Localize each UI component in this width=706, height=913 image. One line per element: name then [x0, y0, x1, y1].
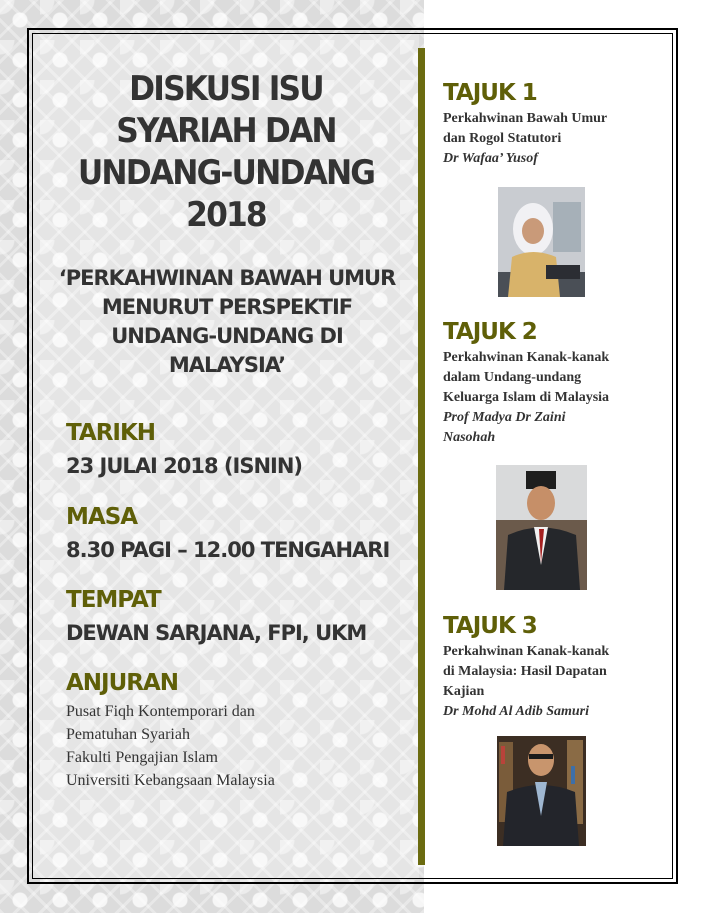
speaker-line: Dr Mohd Al Adib Samuri — [443, 704, 590, 719]
event-subtitle — [50, 264, 404, 380]
topic-2-speaker — [443, 408, 566, 448]
topic-2-title — [443, 348, 609, 408]
title-line: DISKUSI ISU — [129, 69, 323, 109]
speaker-2-photo — [496, 465, 587, 590]
time-label: MASA — [66, 504, 138, 530]
date-value: 23 JULAI 2018 (ISNIN) — [66, 454, 303, 478]
organizer-label: ANJURAN — [66, 670, 179, 696]
title-line: SYARIAH DAN — [116, 111, 336, 151]
topic-title-line: dalam Undang-undang — [443, 370, 582, 385]
venue-label: TEMPAT — [66, 587, 161, 613]
event-title — [73, 68, 378, 236]
title-line: 2018 — [186, 195, 266, 235]
speaker-line: Prof Madya Dr Zaini — [443, 410, 566, 425]
topic-title-line: di Malaysia: Hasil Dapatan — [443, 664, 607, 679]
topic-3-title — [443, 642, 609, 702]
topic-1-speaker — [443, 149, 538, 169]
organizer-line: Fakulti Pengajian Islam — [66, 749, 218, 766]
speaker-line: Dr Wafaa’ Yusof — [443, 151, 538, 166]
topic-1-label: TAJUK 1 — [443, 80, 537, 106]
topic-title-line: Perkahwinan Bawah Umur — [443, 111, 608, 126]
subtitle-line: UNDANG-UNDANG DI — [111, 324, 343, 348]
venue-value: DEWAN SARJANA, FPI, UKM — [66, 621, 367, 645]
subtitle-line: MALAYSIA’ — [168, 353, 286, 377]
organizer-line: Universiti Kebangsaan Malaysia — [66, 772, 275, 789]
date-label: TARIKH — [66, 420, 156, 446]
topic-title-line: Keluarga Islam di Malaysia — [443, 390, 610, 405]
topic-2-label: TAJUK 2 — [443, 319, 537, 345]
topic-3-label: TAJUK 3 — [443, 613, 537, 639]
speaker-3-photo — [497, 736, 586, 846]
topic-title-line: Perkahwinan Kanak-kanak — [443, 350, 610, 365]
time-value: 8.30 PAGI – 12.00 TENGAHARI — [66, 538, 390, 562]
column-divider — [418, 48, 425, 865]
topic-3-speaker — [443, 702, 589, 722]
topic-title-line: Perkahwinan Kanak-kanak — [443, 644, 610, 659]
organizer-line: Pematuhan Syariah — [66, 726, 190, 743]
title-line: UNDANG-UNDANG — [77, 153, 375, 193]
topic-1-title — [443, 109, 607, 149]
topic-title-line: Kajian — [443, 684, 485, 699]
topic-title-line: dan Rogol Statutori — [443, 131, 562, 146]
subtitle-line: ‘PERKAHWINAN BAWAH UMUR — [58, 266, 396, 290]
speaker-line: Nasohah — [443, 430, 496, 445]
subtitle-line: MENURUT PERSPEKTIF — [101, 295, 353, 319]
organizer-line: Pusat Fiqh Kontemporari dan — [66, 703, 255, 720]
organizer-text — [66, 700, 275, 792]
speaker-1-photo — [498, 187, 585, 297]
